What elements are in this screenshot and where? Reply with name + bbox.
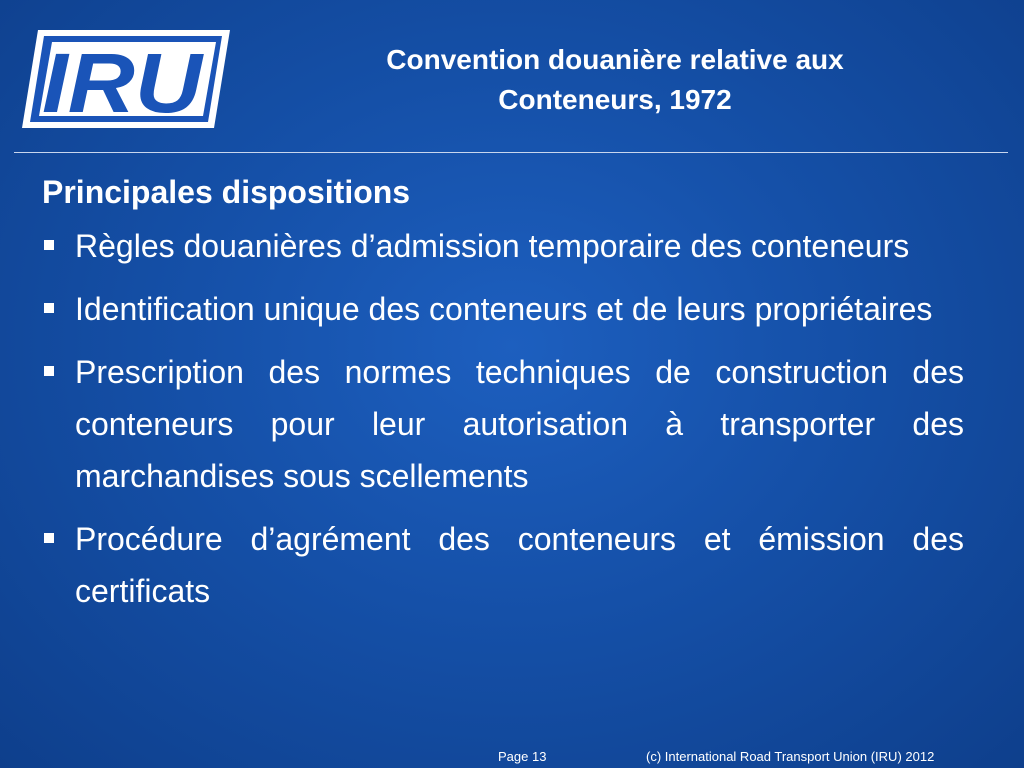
bullet-list xyxy=(42,220,964,617)
iru-logo-mark xyxy=(22,30,230,128)
bullet-item xyxy=(42,220,964,272)
slide-title-line-1: Convention douanière relative aux xyxy=(386,44,844,75)
square-bullet-icon xyxy=(44,240,54,250)
bullet-text: Procédure d’agrément des conteneurs et émission des certificats xyxy=(75,521,964,609)
bullet-text: Identification unique des conteneurs et de leurs propriétaires xyxy=(75,291,933,327)
svg-text:IRU: IRU xyxy=(42,36,205,128)
section-heading: Principales dispositions xyxy=(42,174,411,210)
iru-logo xyxy=(22,30,230,128)
bullet-item xyxy=(42,346,964,502)
bullet-item xyxy=(42,283,964,335)
page-number: Page 13 xyxy=(498,749,547,764)
slide-title xyxy=(300,40,930,120)
slide-title-line-2: Conteneurs, 1972 xyxy=(498,84,732,115)
bullet-text: Règles douanières d’admission temporaire des conteneurs xyxy=(75,228,910,264)
copyright-notice: (c) International Road Transport Union (IRU) 2012 xyxy=(646,749,935,764)
slide-body xyxy=(42,166,964,628)
bullet-text: Prescription des normes techniques de construction des conteneurs pour leur autorisation à transporter des marchandises sous scellements xyxy=(75,354,964,494)
square-bullet-icon xyxy=(44,303,54,313)
square-bullet-icon xyxy=(44,366,54,376)
square-bullet-icon xyxy=(44,533,54,543)
bullet-item xyxy=(42,513,964,617)
header-divider xyxy=(14,152,1008,153)
